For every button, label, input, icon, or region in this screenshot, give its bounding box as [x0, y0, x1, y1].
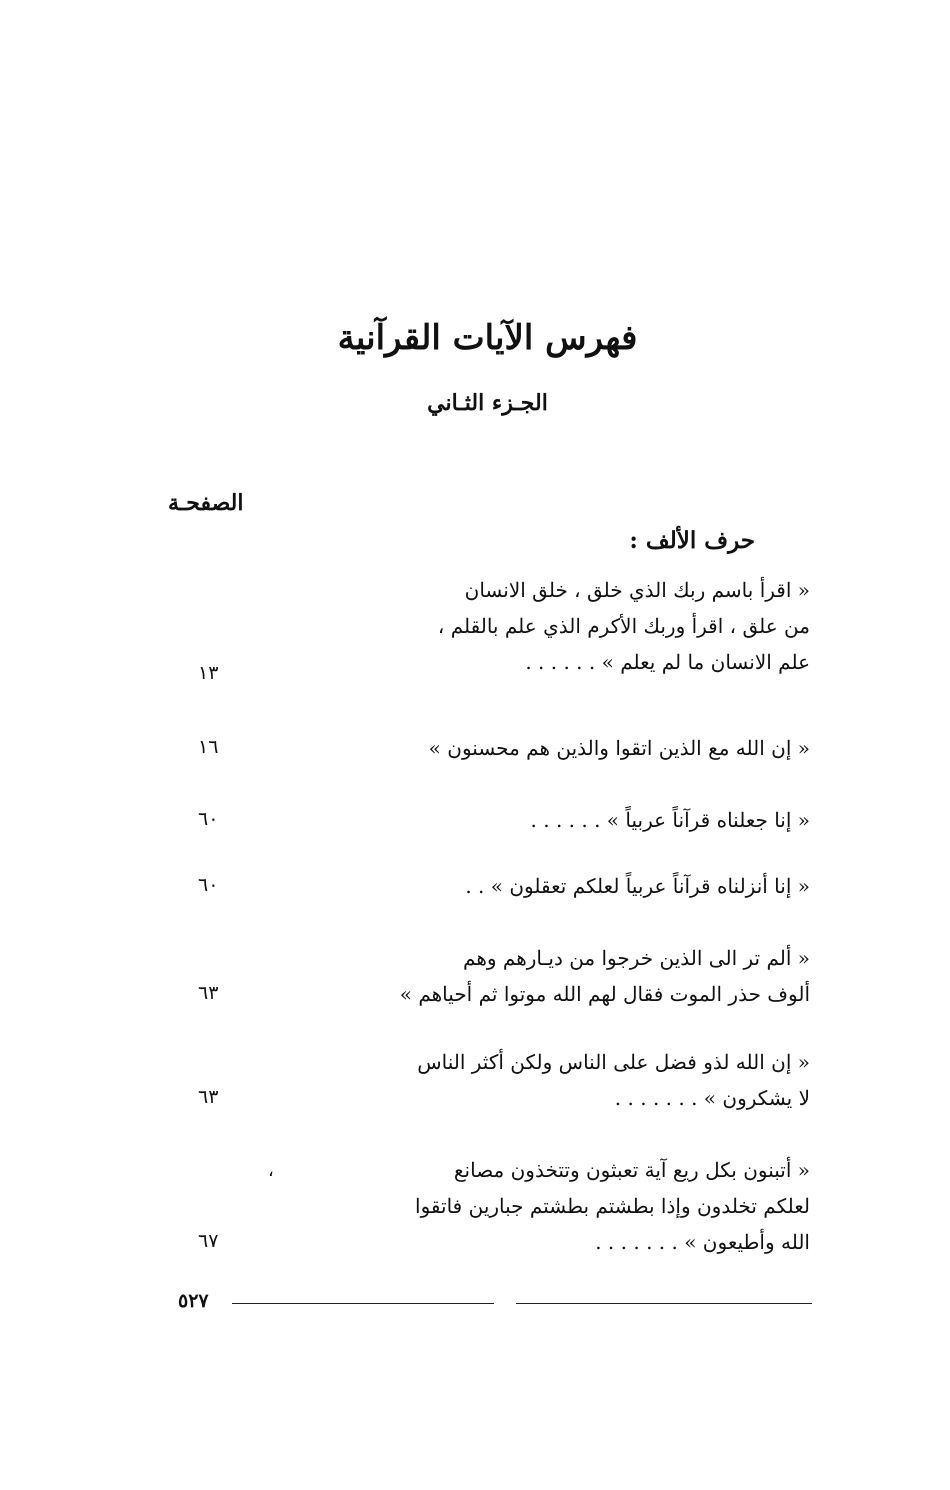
verse-line: علم الانسان ما لم يعلم » . . . . . .: [525, 650, 810, 674]
page-number: ٦٣: [198, 1086, 219, 1108]
page-title: فهرس الآيات القرآنية: [337, 318, 638, 358]
verse-line: « إن الله لذو فضل على الناس ولكن أكثر الناس: [417, 1050, 810, 1074]
verse-line: لا يشكرون » . . . . . . .: [614, 1086, 810, 1110]
verse-line: « إنا جعلناه قرآناً عربياً » . . . . . .: [530, 808, 810, 832]
page-column-header: الصفحـة: [168, 490, 244, 516]
verse-line: ألوف حذر الموت فقال لهم الله موتوا ثم أحياهم »: [399, 982, 810, 1006]
volume-subtitle: الجـزء الثـاني: [427, 390, 548, 416]
verse-entry: [380, 940, 810, 1012]
verse-entry: [380, 1044, 810, 1116]
verse-line: من علق ، اقرأ وربك الأكرم الذي علم بالقلم ،: [437, 614, 810, 638]
page-number: ٦٣: [198, 982, 219, 1004]
folio-number: ٥٢٧: [178, 1290, 209, 1312]
page-number: ١٣: [198, 662, 219, 684]
verse-entry: [380, 730, 810, 766]
page-number: ٦٧: [198, 1230, 219, 1252]
section-heading: حرف الألف :: [629, 527, 755, 554]
verse-line: الله وأطيعون » . . . . . . .: [595, 1230, 810, 1254]
page-number: ١٦: [198, 736, 219, 758]
verse-line: « إن الله مع الذين اتقوا والذين هم محسنون »: [428, 736, 810, 760]
verse-line: لعلكم تخلدون وإذا بطشتم بطشتم جبارين فاتقوا: [415, 1194, 810, 1218]
verse-line: « اقرأ باسم ربك الذي خلق ، خلق الانسان: [464, 578, 810, 602]
verse-entry: [380, 868, 810, 904]
stray-mark: ،: [268, 1160, 274, 1181]
footer-rule-left: [232, 1303, 494, 1304]
verse-line: « إنا أنزلناه قرآناً عربياً لعلكم تعقلون » . .: [465, 874, 810, 898]
verse-entry: [380, 802, 810, 838]
footer-rule-right: [516, 1303, 812, 1304]
page-number: ٦٠: [198, 808, 219, 830]
verse-line: « أتبنون بكل ريع آية تعبثون وتتخذون مصانع: [453, 1158, 810, 1182]
verse-entry: [380, 1152, 810, 1260]
page-number: ٦٠: [198, 874, 219, 896]
verse-line: « ألم تر الى الذين خرجوا من ديـارهم وهم: [463, 946, 810, 970]
verse-entry: [380, 572, 810, 680]
